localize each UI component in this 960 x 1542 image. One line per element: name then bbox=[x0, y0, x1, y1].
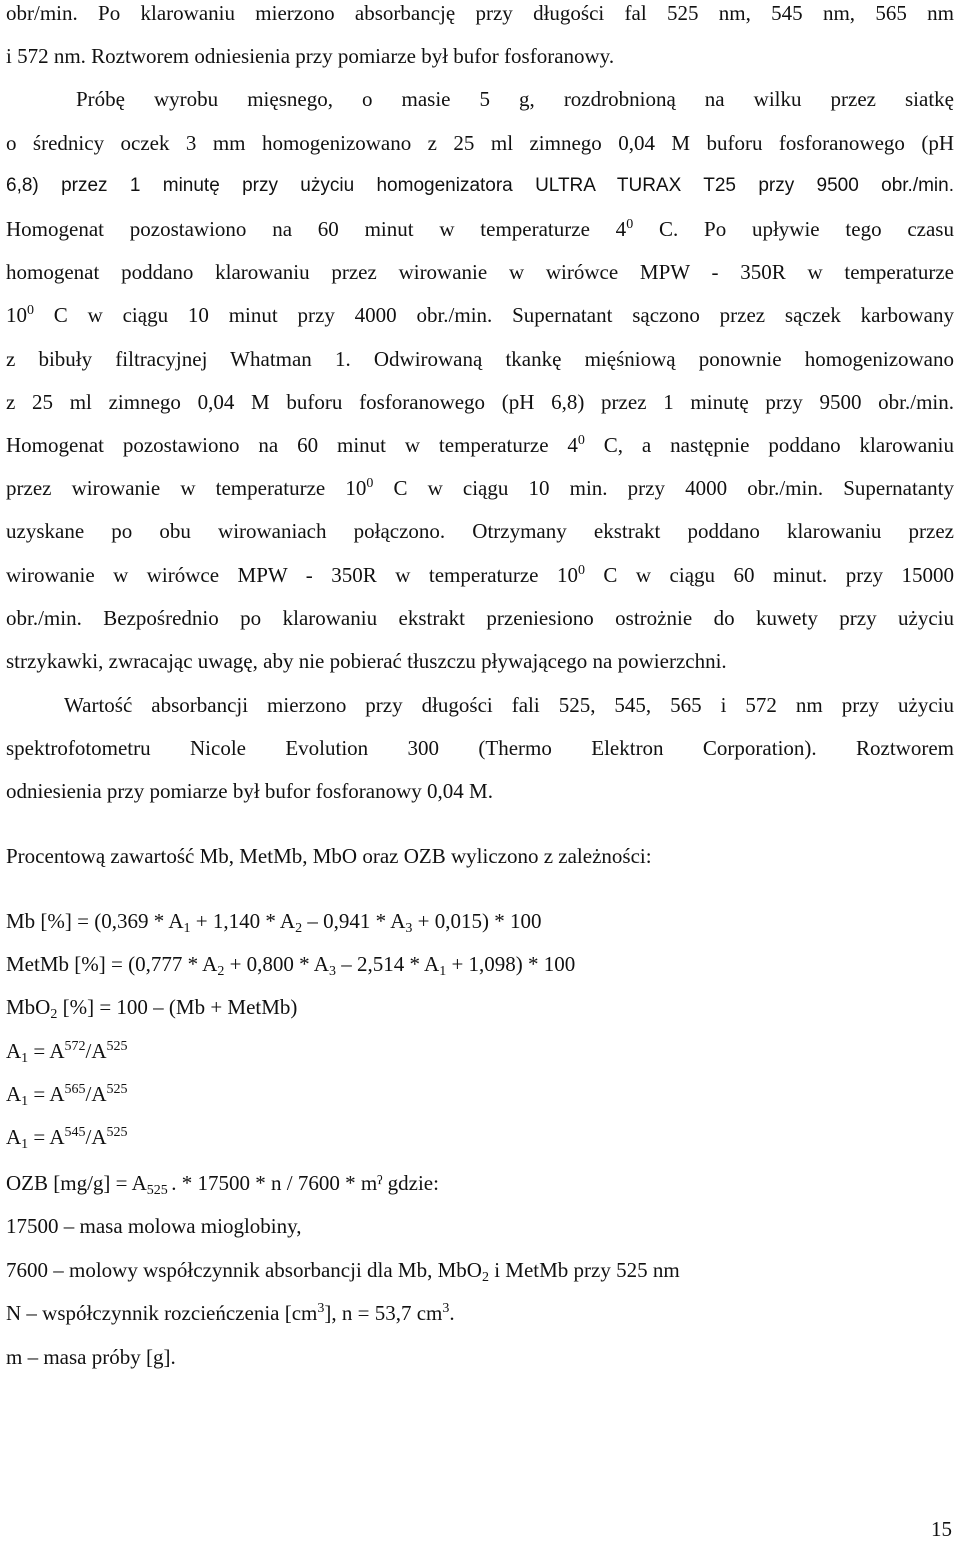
paragraph-line bbox=[6, 518, 954, 544]
paragraph-line bbox=[6, 130, 954, 156]
text: homogenat poddano klarowaniu przez wirowanie w wirówce MPW - 350R w temperaturze bbox=[6, 260, 954, 284]
paragraph-line bbox=[64, 692, 954, 718]
superscript: 0 bbox=[577, 563, 585, 578]
text: o średnicy oczek 3 mm homogenizowano z 25 ml zimnego 0,04 M buforu fosforanowego (pH bbox=[6, 131, 954, 155]
page-number: 15 bbox=[931, 1517, 952, 1541]
formula-ozb: OZB $[mg/g] = A_{525}$ . * 17500 * n / 7600 * mˀ gdzie: bbox=[6, 1171, 439, 1198]
paragraph-line bbox=[6, 0, 954, 26]
definition-line: 7600 – molowy współczynnik absorbancji dla Mb, MbO$_2$ i MetMb przy 525 nm bbox=[6, 1258, 680, 1285]
text: z 25 ml zimnego 0,04 M buforu fosforanowego (pH 6,8) przez 1 minutę przy 9500 obr./min. bbox=[6, 390, 954, 414]
paragraph-line bbox=[6, 562, 954, 588]
text: obr/min. Po klarowaniu mierzono absorbancję przy długości fal 525 nm, 545 nm, 565 nm bbox=[6, 1, 954, 25]
text: C w ciągu 10 min. przy 4000 obr./min. Supernatanty bbox=[373, 476, 954, 500]
text: przez wirowanie w temperaturze 10 bbox=[6, 476, 367, 500]
paragraph-line bbox=[6, 43, 614, 69]
text: i 572 nm. Roztworem odniesienia przy pomiarze był bufor fosforanowy. bbox=[6, 44, 615, 68]
paragraph-line bbox=[6, 432, 954, 458]
text: C w ciągu 10 minut przy 4000 obr./min. Supernatant sączono przez sączek karbowany bbox=[34, 303, 954, 327]
paragraph-line bbox=[6, 173, 954, 199]
text: Próbę wyrobu mięsnego, o masie 5 g, rozdrobnioną na wilku przez siatkę bbox=[76, 87, 954, 111]
paragraph-line bbox=[6, 735, 954, 761]
text: uzyskane po obu wirowaniach połączono. Otrzymany ekstrakt poddano klarowaniu przez bbox=[6, 519, 954, 543]
paragraph-line bbox=[6, 302, 954, 328]
text: z bibuły filtracyjnej Whatman 1. Odwirowaną tkankę mięśniową ponownie homogenizowano bbox=[6, 347, 954, 371]
text: C, a następnie poddano klarowaniu bbox=[584, 433, 954, 457]
formula-mb: Mb [%] = $(0,369 * A_1 + 1,140 * A_2 - 0,941 * A_3 + 0,015) * 100$ bbox=[6, 909, 542, 936]
formula-a1-545: $A_1 = A^{545}/A^{525}$ bbox=[6, 1125, 128, 1152]
formulas-intro bbox=[6, 843, 652, 869]
text: C w ciągu 60 minut. przy 15000 bbox=[584, 563, 954, 587]
paragraph-line bbox=[6, 778, 493, 804]
text: Homogenat pozostawiono na 60 minut w temperaturze 4 bbox=[6, 217, 627, 241]
definition-line: 17500 – masa molowa mioglobiny, bbox=[6, 1214, 302, 1238]
paragraph-line bbox=[6, 648, 727, 674]
definition-line: N – współczynnik rozcieńczenia $[cm^3]$, n = 53,7 $cm^3$. bbox=[6, 1301, 455, 1325]
definition-line: m – masa próby [g]. bbox=[6, 1345, 176, 1369]
text: spektrofotometru Nicole Evolution 300 (Thermo Elektron Corporation). Roztworem bbox=[6, 736, 954, 760]
text: Procentową zawartość Mb, MetMb, MbO oraz OZB wyliczono z zależności: bbox=[6, 844, 652, 868]
paragraph-line bbox=[6, 216, 954, 242]
text: 6,8) przez 1 minutę przy użyciu homogenizatora ULTRA TURAX T25 przy 9500 obr./min. bbox=[6, 175, 954, 196]
paragraph-line bbox=[76, 86, 954, 112]
paragraph-line bbox=[6, 475, 954, 501]
superscript: 0 bbox=[366, 476, 374, 491]
text: odniesienia przy pomiarze był bufor fosforanowy 0,04 M. bbox=[6, 779, 493, 803]
superscript: 0 bbox=[626, 217, 634, 232]
text: Homogenat pozostawiono na 60 minut w temperaturze 4 bbox=[6, 433, 578, 457]
text: C. Po upływie tego czasu bbox=[633, 217, 954, 241]
formula-a1-572: $A_1 = A^{572}/A^{525}$ bbox=[6, 1039, 128, 1066]
text: strzykawki, zwracając uwagę, aby nie pobierać tłuszczu pływającego na powierzchni. bbox=[6, 649, 727, 673]
paragraph-line bbox=[6, 346, 954, 372]
formula-a1-565: $A_1 = A^{565}/A^{525}$ bbox=[6, 1082, 128, 1109]
text: Wartość absorbancji mierzono przy długości fali 525, 545, 565 i 572 nm przy użyciu bbox=[64, 693, 954, 717]
superscript: 0 bbox=[27, 303, 34, 318]
text: obr./min. Bezpośrednio po klarowaniu ekstrakt przeniesiono ostrożnie do kuwety przy użyciu bbox=[6, 606, 954, 630]
formula-metmb: MetMb [%] = $(0,777 * A_2 + 0,800 * A_3 - 2,514 * A_1 + 1,098) * 100$ bbox=[6, 952, 576, 979]
paragraph-line bbox=[6, 605, 954, 631]
text: 10 bbox=[6, 303, 27, 327]
paragraph-line bbox=[6, 389, 954, 415]
text: wirowanie w wirówce MPW - 350R w temperaturze 10 bbox=[6, 563, 578, 587]
paragraph-line bbox=[6, 259, 954, 285]
superscript: 0 bbox=[577, 433, 585, 448]
formula-mbo2: MbO$_2$ [%] = 100 – (Mb + MetMb) bbox=[6, 995, 298, 1022]
